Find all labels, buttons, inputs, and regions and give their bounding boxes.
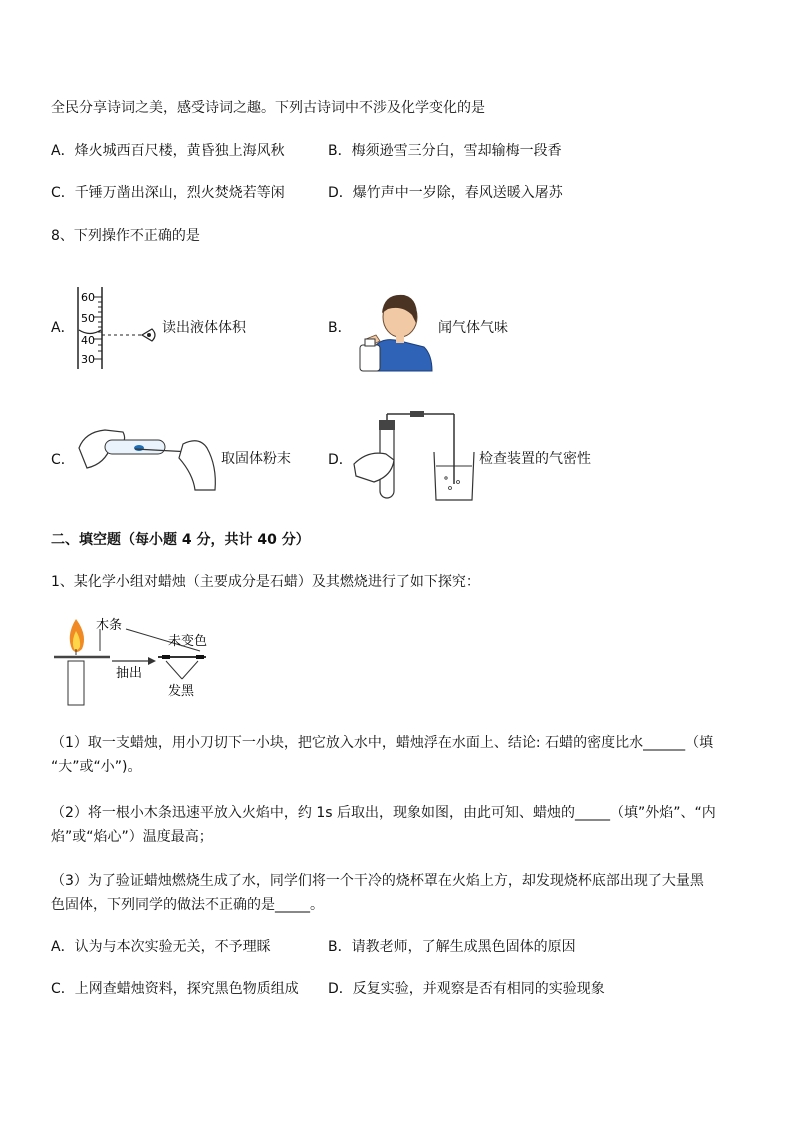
tick-label-50: 50 (81, 312, 95, 325)
q8-option-a-caption: 读出液体体积 (162, 320, 246, 336)
q1-part-3-line-1: （3）为了验证蜡烛燃烧生成了水，同学们将一个干冷的烧杯罩在火焰上方，却发现烧杯底部出现了大量黑 (51, 873, 704, 889)
arrow-right-icon (148, 657, 156, 665)
q1-options-row-2 (51, 979, 605, 999)
question-7-stem: 全民分享诗词之美，感受诗词之趣。下列古诗词中不涉及化学变化的是 (51, 100, 485, 116)
q1-options-row-1 (51, 937, 576, 957)
airtightness-check-figure (350, 410, 476, 502)
section-2-heading: 二、填空题（每小题 4 分，共计 40 分） (51, 532, 310, 548)
q1-option-d: D．反复实验，并观察是否有相同的实验现象 (328, 981, 605, 997)
q7-option-d: D．爆竹声中一岁除，春风送暖入屠苏 (328, 185, 563, 201)
tick-label-40: 40 (81, 334, 95, 347)
question-1-stem: 1、某化学小组对蜡烛（主要成分是石蜡）及其燃烧进行了如下探究： (51, 574, 480, 590)
q7-option-c: C．千锤万凿出深山，烈火焚烧若等闲 (51, 185, 285, 201)
q1-option-b: B．请教老师，了解生成黑色固体的原因 (328, 939, 576, 955)
smelling-gas-figure (354, 285, 434, 373)
take-out-label: 抽出 (116, 666, 143, 681)
q8-option-b-caption: 闻气体气味 (438, 320, 508, 336)
q1-part-3-line-2: 色固体，下列同学的做法不正确的是_____。 (51, 897, 324, 913)
q8-option-d-caption: 检查装置的气密性 (479, 451, 591, 467)
q7-option-b: B．梅须逊雪三分白，雪却输梅一段香 (328, 143, 562, 159)
q1-part-1-line-1: （1）取一支蜡烛，用小刀切下一小块，把它放入水中，蜡烛浮在水面上、结论: 石蜡的密度比水______（填 (51, 735, 714, 751)
q8-option-b-label: B． (328, 320, 352, 336)
unchanged-label: 未变色 (168, 634, 208, 649)
q8-option-d-label: D． (328, 452, 353, 468)
q7-option-a: A．烽火城西百尺楼，黄昏独上海风秋 (51, 143, 285, 159)
q1-part-2-line-1: （2）将一根小木条迅速平放入火焰中，约 1s 后取出，现象如图，由此可知、蜡烛的_____（填”外焰”、“内 (51, 805, 716, 821)
wood-stick-label: 木条 (96, 618, 123, 633)
q7-options-row-2 (51, 183, 563, 203)
q8-option-c-caption: 取固体粉末 (221, 451, 291, 467)
q8-option-a-label: A． (51, 320, 75, 336)
q1-part-1-line-2: “大”或“小”)。 (51, 759, 142, 775)
tick-label-30: 30 (81, 353, 95, 366)
graduated-cylinder-figure (72, 283, 162, 373)
q1-option-a: A．认为与本次实验无关，不予理睬 (51, 939, 271, 955)
blackened-label: 发黑 (168, 684, 195, 699)
eye-icon (142, 329, 155, 341)
q1-option-c: C．上网查蜡烛资料，探究黑色物质组成 (51, 981, 299, 997)
candle-wood-stick-figure (52, 615, 222, 707)
q8-option-c-label: C． (51, 452, 75, 468)
question-8-stem: 8、下列操作不正确的是 (51, 228, 200, 244)
taking-powder-figure (75, 418, 221, 494)
q7-options-row-1 (51, 141, 562, 161)
q1-part-2-line-2: 焰”或“焰心”）温度最高； (51, 829, 213, 845)
tick-label-60: 60 (81, 291, 95, 304)
